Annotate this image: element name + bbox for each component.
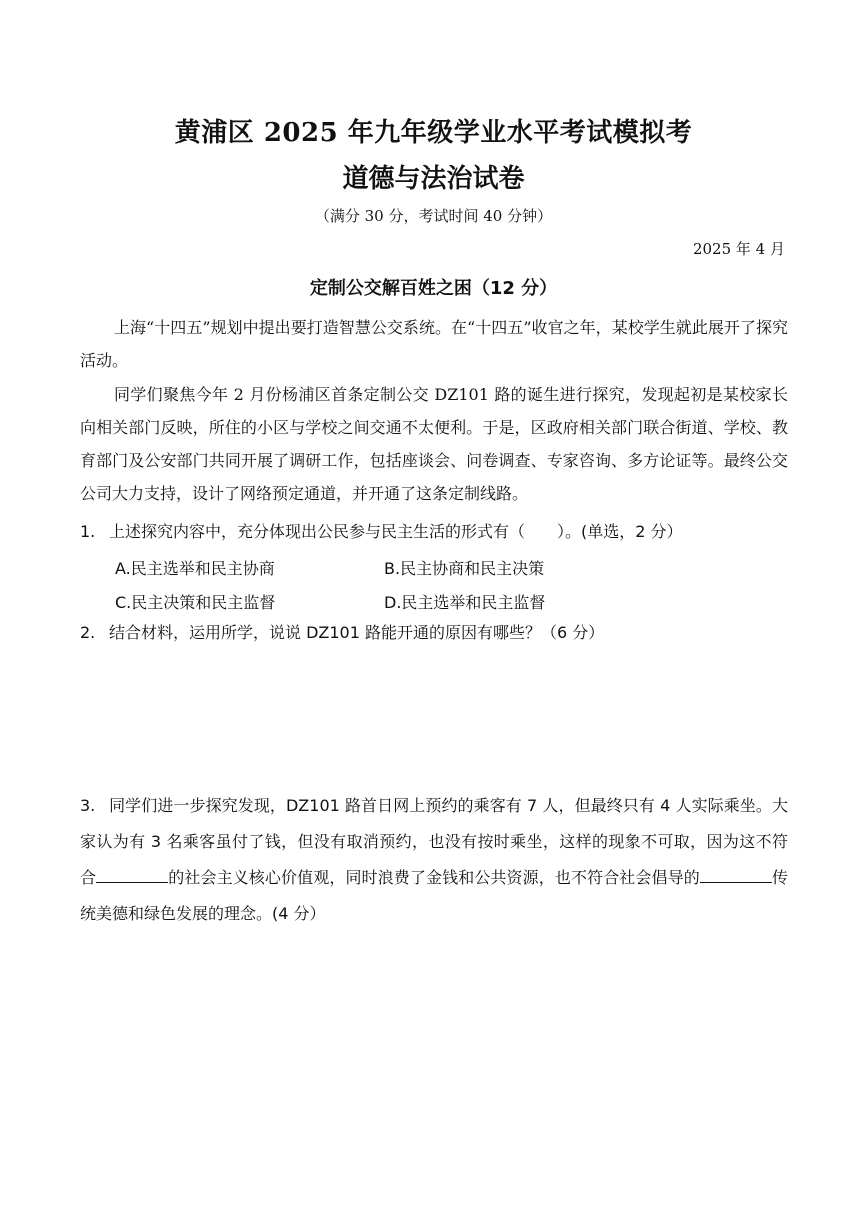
exam-subtitle: 道德与法治试卷 [342, 164, 525, 194]
section-heading: 定制公交解百姓之困（12 分） [309, 278, 558, 299]
question-2-text: 结合材料，运用所学，说说 DZ101 路能开通的原因有哪些？（6 分） [109, 623, 605, 642]
question-2 [80, 621, 604, 645]
question-1-number: 1. [80, 522, 96, 541]
material-paragraph-1: 上海“十四五”规划中提出要打造智慧公交系统。在“十四五”收官之年，某校学生就此展开了探究活动。 [80, 318, 788, 370]
question-3 [80, 788, 788, 932]
answer-blank-1 [96, 866, 168, 883]
question-3-text-part3: 传统美德和绿色发展的理念。(4 分） [80, 868, 788, 923]
option-d: D.民主选举和民主监督 [384, 593, 546, 612]
question-3-text-part2: 的社会主义核心价值观，同时浪费了金钱和公共资源，也不符合社会倡导的 [168, 868, 700, 887]
question-3-text-part1: 同学们进一步探究发现，DZ101 路首日网上预约的乘客有 7 人，但最终只有 4 人实际乘坐。大家认为有 3 名乘客虽付了钱，但没有取消预约，也没有按时乘坐，这样的现象不可取，因为这不符合 [80, 796, 788, 887]
exam-note: （满分 30 分，考试时间 40 分钟） [314, 207, 553, 225]
exam-title: 黄浦区 2025 年九年级学业水平考试模拟考 [174, 118, 693, 148]
question-2-number: 2. [80, 623, 96, 642]
question-3-number: 3. [80, 796, 96, 815]
exam-date: 2025 年 4 月 [692, 240, 785, 258]
option-a: A.民主选举和民主协商 [115, 559, 275, 578]
option-b: B.民主协商和民主决策 [384, 559, 545, 578]
material-paragraph-2: 同学们聚焦今年 2 月份杨浦区首条定制公交 DZ101 路的诞生进行探究，发现起初是某校家长向相关部门反映，所住的小区与学校之间交通不太便利。于是，区政府相关部门联合街道、学校、教育部门及公安部门共同开展了调研工作，包括座谈会、问卷调查、专家咨询、多方论证等。最终公交公司大力支持，设计了网络预定通道，并开通了这条定制线路。 [80, 385, 788, 503]
option-c: C.民主决策和民主监督 [115, 593, 276, 612]
question-1-text: 上述探究内容中，充分体现出公民参与民主生活的形式有（ ）。(单选，2 分） [109, 522, 683, 541]
question-1 [80, 520, 683, 544]
answer-blank-2 [700, 866, 772, 883]
